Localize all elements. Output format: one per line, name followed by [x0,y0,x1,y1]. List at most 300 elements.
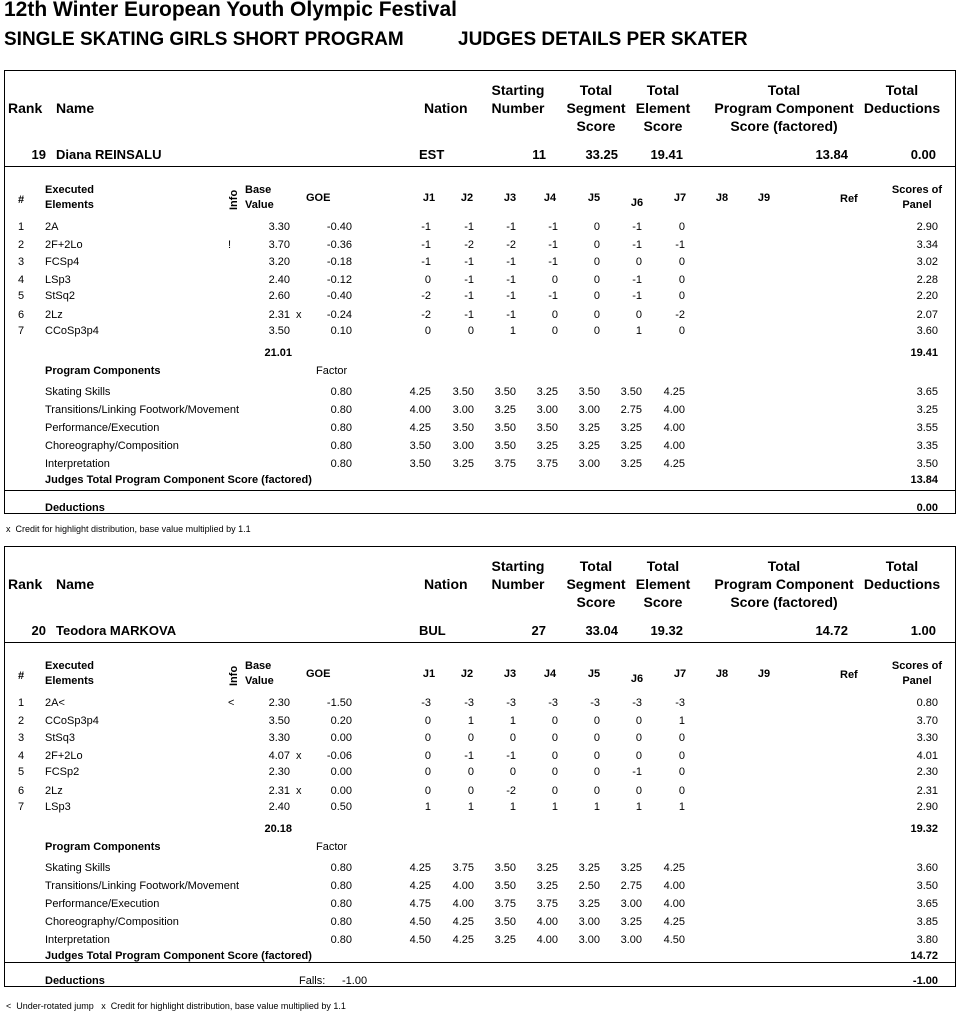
component-judge-score: 3.50 [409,457,431,470]
component-judge-score: 3.25 [452,457,474,470]
element-judge-score: -3 [464,697,474,709]
element-judge-score: -2 [421,290,431,303]
tes-header-line: Element [635,576,691,592]
element-judge-score: 1 [509,324,516,337]
component-name: Choreography/Composition [45,915,179,928]
falls-value: -1.00 [342,975,368,987]
element-goe: -0.40 [326,221,352,233]
component-factor: 0.80 [330,403,352,416]
executed-header: Executed [45,660,94,672]
ref-header: Ref [840,193,858,205]
component-judge-score: 3.50 [494,439,516,452]
element-judge-score: -2 [421,308,431,321]
element-judge-score: 0 [678,766,685,779]
component-judge-score: 3.00 [578,933,600,946]
nation-header: Nation [424,576,468,592]
element-judge-score: 0 [424,715,431,728]
element-number: 7 [18,324,25,337]
element-judge-score: -1 [506,290,516,303]
element-judge-score: 0 [593,290,600,303]
pcs-header-line: Score (factored) [730,594,838,610]
judge-header: J6 [630,197,644,209]
component-judge-score: 3.25 [536,879,558,892]
judge-header: J2 [460,668,474,680]
element-judge-score: 0 [635,749,642,762]
component-name: Skating Skills [45,386,111,398]
divider-line [4,490,956,491]
judge-header: J3 [503,668,517,680]
component-judge-score: 4.00 [452,879,474,892]
start-header-line: Number [491,100,545,116]
name-header: Name [56,100,95,116]
skater-start-number: 27 [531,623,546,638]
element-number: 6 [18,308,25,321]
component-judge-score: 4.00 [663,403,685,416]
element-panel-score: 0.80 [916,697,938,709]
element-panel-score: 2.90 [916,800,938,813]
element-judge-score: -1 [506,749,516,762]
tes-header-line: Total [646,82,680,98]
pcs-header-line: Total [767,82,801,98]
element-name: 2F+2Lo [45,239,83,252]
component-judge-score: 4.00 [663,879,685,892]
element-info: ! [228,239,232,252]
component-judge-score: 4.25 [409,862,431,874]
element-judge-score: -1 [421,221,431,233]
component-name: Choreography/Composition [45,439,179,452]
element-bonus-mark: x [296,784,302,797]
component-judge-score: 3.25 [620,439,642,452]
component-factor: 0.80 [330,421,352,434]
component-judge-score: 4.50 [409,915,431,928]
element-judge-score: 0 [593,749,600,762]
divider-line [4,962,956,963]
skater-total-segment-score: 33.25 [585,147,618,162]
element-panel-score: 4.01 [916,749,938,762]
element-judge-score: 1 [593,800,600,813]
element-judge-score: -1 [548,239,558,252]
element-judge-score: 0 [593,273,600,286]
component-factor: 0.80 [330,457,352,470]
element-number: 4 [18,273,25,286]
element-judge-score: 0 [424,749,431,762]
element-judge-score: 0 [635,715,642,728]
element-panel-score: 3.02 [916,255,938,268]
element-judge-score: 0 [678,784,685,797]
element-goe: -0.06 [326,749,352,762]
element-base-value: 3.30 [268,731,290,744]
deductions-label: Deductions [45,975,105,987]
skater-total-deductions: 1.00 [910,623,936,638]
tes-header-line: Score [643,594,683,610]
skater-nation: BUL [419,623,446,638]
component-judge-score: 4.00 [452,897,474,910]
element-judge-score: 0 [678,255,685,268]
component-judge-score: 4.25 [663,457,685,470]
element-bonus-mark: x [296,749,302,762]
component-judge-score: 3.25 [578,897,600,910]
element-base-value: 3.20 [268,255,290,268]
skater-name: Diana REINSALU [56,147,162,162]
component-judge-score: 4.00 [536,933,558,946]
component-factor: 0.80 [330,862,352,874]
tss-header-line: Total [579,82,613,98]
component-judge-score: 3.25 [578,421,600,434]
tss-header-line: Segment [566,576,626,592]
ded-header-line: Deductions [863,100,941,116]
element-judge-score: 0 [593,255,600,268]
component-panel-score: 3.65 [916,386,938,398]
component-panel-score: 3.60 [916,862,938,874]
component-panel-score: 3.50 [916,457,938,470]
element-judge-score: 0 [635,784,642,797]
component-judge-score: 2.50 [578,879,600,892]
component-judge-score: 3.00 [620,897,642,910]
element-judge-score: 1 [467,800,474,813]
base-header: Base [245,660,272,672]
element-judge-score: 0 [678,290,685,303]
pcs-header-line: Program Component [714,576,854,592]
element-goe: 0.00 [330,784,352,797]
element-judge-score: 0 [593,324,600,337]
element-judge-score: 0 [424,731,431,744]
element-judge-score: -2 [506,784,516,797]
element-judge-score: 0 [424,784,431,797]
component-judge-score: 3.50 [452,386,474,398]
ref-header: Ref [840,669,858,681]
element-name: FCSp4 [45,255,80,268]
component-judge-score: 3.50 [536,421,558,434]
component-judge-score: 3.25 [620,915,642,928]
component-judge-score: 3.75 [494,457,516,470]
element-judge-score: -1 [421,239,431,252]
component-judge-score: 3.00 [452,403,474,416]
element-goe: 0.00 [330,731,352,744]
skater-total-element-score: 19.32 [650,623,683,638]
element-goe: -0.36 [326,239,352,252]
tes-header-line: Total [646,558,680,574]
element-panel-score: 3.30 [916,731,938,744]
element-judge-score: 0 [467,731,474,744]
rank-header: Rank [8,576,43,592]
element-judge-score: 1 [509,800,516,813]
component-judge-score: 4.25 [409,879,431,892]
falls-label: Falls: [299,975,326,987]
deductions-total: 0.00 [916,502,938,514]
judge-header: J9 [757,192,771,204]
component-name: Interpretation [45,457,110,470]
report-title: JUDGES DETAILS PER SKATER [458,29,748,50]
ded-header-line: Total [885,82,919,98]
element-judge-score: -1 [548,221,558,233]
element-goe: -0.40 [326,290,352,303]
component-judge-score: 3.25 [536,862,558,874]
element-goe: 0.20 [330,715,352,728]
element-base-value: 3.70 [268,239,290,252]
footnote: x Credit for highlight distribution, base value multiplied by 1.1 [6,524,251,534]
tes-header-line: Element [635,100,691,116]
panel-header: Panel [902,199,932,211]
element-judge-score: 1 [635,324,642,337]
program-components-header: Program Components [45,841,161,853]
start-header-line: Number [491,576,545,592]
component-judge-score: 3.25 [620,421,642,434]
skater-total-segment-score: 33.04 [585,623,618,638]
element-name: 2Lz [45,308,63,321]
element-panel-score: 3.70 [916,715,938,728]
component-panel-score: 3.50 [916,879,938,892]
element-panel-score: 2.28 [916,273,938,286]
element-judge-score: -3 [632,697,642,709]
element-goe: -1.50 [326,697,352,709]
element-judge-score: -1 [506,255,516,268]
component-name: Performance/Execution [45,421,160,434]
skater-block [4,546,956,1013]
element-base-value: 3.50 [268,715,290,728]
element-name: 2A< [45,697,65,709]
scores-of-header: Scores of [891,184,943,196]
element-judge-score: -1 [675,239,685,252]
element-judge-score: -2 [464,239,474,252]
element-judge-score: 0 [635,731,642,744]
component-judge-score: 4.00 [663,897,685,910]
element-judge-score: -1 [632,273,642,286]
element-panel-score: 3.60 [916,324,938,337]
tss-header-line: Total [579,558,613,574]
element-name: StSq2 [45,290,75,303]
component-judge-score: 3.25 [536,386,558,398]
element-number: 7 [18,800,25,813]
element-judge-score: -1 [464,221,474,233]
deductions-label: Deductions [45,502,105,514]
element-judge-score: 1 [678,800,685,813]
element-judge-score: -3 [590,697,600,709]
element-number: 6 [18,784,25,797]
element-name: 2Lz [45,784,63,797]
component-name: Transitions/Linking Footwork/Movement [45,879,240,892]
component-judge-score: 4.00 [663,421,685,434]
scores-of-header: Scores of [891,660,943,672]
element-judge-score: -1 [632,239,642,252]
element-name: CCoSp3p4 [45,715,99,728]
element-base-value: 3.30 [268,221,290,233]
ded-header-line: Total [885,558,919,574]
component-judge-score: 3.25 [578,439,600,452]
skater-rank: 20 [31,623,46,638]
element-panel-score: 3.34 [916,239,938,252]
component-judge-score: 4.25 [409,386,431,398]
element-judge-score: -1 [506,221,516,233]
component-judge-score: 3.75 [452,862,474,874]
element-name: LSp3 [45,273,71,286]
info-header: Info [228,665,240,686]
element-judge-score: -3 [421,697,431,709]
component-judge-score: 4.50 [409,933,431,946]
component-panel-score: 3.65 [916,897,938,910]
component-factor: 0.80 [330,915,352,928]
component-judge-score: 3.00 [578,403,600,416]
nation-header: Nation [424,100,468,116]
element-judge-score: 0 [551,308,558,321]
element-goe: -0.18 [326,255,352,268]
factor-header: Factor [316,365,348,377]
component-judge-score: 3.50 [452,421,474,434]
element-judge-score: 0 [678,324,685,337]
element-number: 2 [18,239,25,252]
pcs-header-line: Score (factored) [730,118,838,134]
component-judge-score: 3.75 [536,457,558,470]
component-judge-score: 4.25 [663,386,685,398]
element-number: 3 [18,255,25,268]
element-judge-score: 0 [593,308,600,321]
event-title: 12th Winter European Youth Olympic Festival [4,0,457,21]
panel-total: 19.41 [910,347,938,359]
element-base-value: 2.40 [268,800,290,813]
skater-total-deductions: 0.00 [910,147,936,162]
component-judge-score: 3.25 [494,403,516,416]
ded-header-line: Deductions [863,576,941,592]
component-judge-score: 3.50 [494,862,516,874]
skater-block [4,70,956,540]
component-judge-score: 4.00 [409,403,431,416]
num-header: # [18,194,25,206]
factor-header: Factor [316,841,348,853]
element-judge-score: 0 [593,221,600,233]
component-judge-score: 4.25 [663,862,685,874]
element-base-value: 2.40 [268,273,290,286]
element-base-value: 2.31 [268,308,290,321]
element-judge-score: -1 [421,255,431,268]
judge-header: J7 [673,668,687,680]
component-factor: 0.80 [330,879,352,892]
elements-header: Elements [45,675,94,687]
component-judge-score: 4.00 [536,915,558,928]
element-judge-score: -1 [464,290,474,303]
value-header: Value [245,675,274,687]
component-judge-score: 3.50 [494,421,516,434]
element-goe: -0.24 [326,308,352,321]
deductions-total: -1.00 [912,975,938,987]
element-judge-score: -1 [464,308,474,321]
skater-total-element-score: 19.41 [650,147,683,162]
component-judge-score: 4.00 [663,439,685,452]
element-judge-score: -2 [675,308,685,321]
judge-header: J3 [503,192,517,204]
component-judge-score: 3.00 [620,933,642,946]
judge-header: J5 [587,668,601,680]
component-judge-score: 3.25 [536,439,558,452]
component-judge-score: 3.75 [494,897,516,910]
element-judge-score: 0 [593,766,600,779]
judge-header: J8 [715,192,729,204]
skater-name: Teodora MARKOVA [56,623,177,638]
skater-nation: EST [419,147,445,162]
component-name: Performance/Execution [45,897,160,910]
element-judge-score: -1 [464,255,474,268]
component-judge-score: 3.75 [536,897,558,910]
judge-header: J4 [543,668,557,680]
element-judge-score: 0 [678,731,685,744]
component-judge-score: 3.00 [536,403,558,416]
judges-total-value: 13.84 [910,474,938,486]
element-judge-score: 0 [467,784,474,797]
elements-header: Elements [45,199,94,211]
element-number: 5 [18,766,25,779]
tss-header-line: Score [576,594,616,610]
component-panel-score: 3.85 [916,915,938,928]
element-bonus-mark: x [296,308,302,321]
element-judge-score: 0 [551,273,558,286]
element-goe: 0.10 [330,324,352,337]
component-judge-score: 3.50 [494,915,516,928]
component-judge-score: 4.25 [452,933,474,946]
judges-total-label: Judges Total Program Component Score (factored) [45,950,312,962]
component-name: Interpretation [45,933,110,946]
element-judge-score: 1 [635,800,642,813]
element-judge-score: 0 [593,784,600,797]
component-judge-score: 2.75 [620,879,642,892]
judges-total-label: Judges Total Program Component Score (factored) [45,474,312,486]
goe-header: GOE [306,192,331,204]
pcs-header-line: Total [767,558,801,574]
program-components-header: Program Components [45,365,161,377]
judge-header: J6 [630,673,644,685]
element-name: FCSp2 [45,766,80,779]
info-header: Info [228,189,240,210]
element-name: LSp3 [45,800,71,813]
element-judge-score: -1 [632,766,642,779]
component-factor: 0.80 [330,897,352,910]
component-name: Transitions/Linking Footwork/Movement [45,403,240,416]
tss-header-line: Score [576,118,616,134]
component-judge-score: 4.75 [409,897,431,910]
element-number: 5 [18,290,25,303]
judge-header: J9 [757,668,771,680]
component-panel-score: 3.35 [916,439,938,452]
element-judge-score: 0 [551,324,558,337]
element-judge-score: -1 [506,273,516,286]
base-value-total: 20.18 [264,823,292,835]
element-name: 2A [45,221,59,233]
element-judge-score: 0 [593,239,600,252]
skater-total-pcs: 14.72 [815,623,848,638]
element-judge-score: 1 [551,800,558,813]
pcs-header-line: Program Component [714,100,854,116]
element-number: 4 [18,749,25,762]
element-name: CCoSp3p4 [45,324,99,337]
element-judge-score: 1 [509,715,516,728]
element-judge-score: -3 [548,697,558,709]
element-judge-score: -1 [548,255,558,268]
executed-header: Executed [45,184,94,196]
component-judge-score: 3.50 [494,879,516,892]
element-judge-score: -3 [506,697,516,709]
element-panel-score: 2.90 [916,221,938,233]
element-base-value: 3.50 [268,324,290,337]
skater-total-pcs: 13.84 [815,147,848,162]
component-judge-score: 4.50 [663,933,685,946]
component-judge-score: 4.25 [409,421,431,434]
component-judge-score: 3.25 [620,862,642,874]
element-panel-score: 2.30 [916,766,938,779]
component-judge-score: 4.25 [452,915,474,928]
element-name: 2F+2Lo [45,749,83,762]
base-header: Base [245,184,272,196]
tss-header-line: Segment [566,100,626,116]
element-judge-score: 0 [424,766,431,779]
element-number: 1 [18,697,25,709]
element-panel-score: 2.20 [916,290,938,303]
